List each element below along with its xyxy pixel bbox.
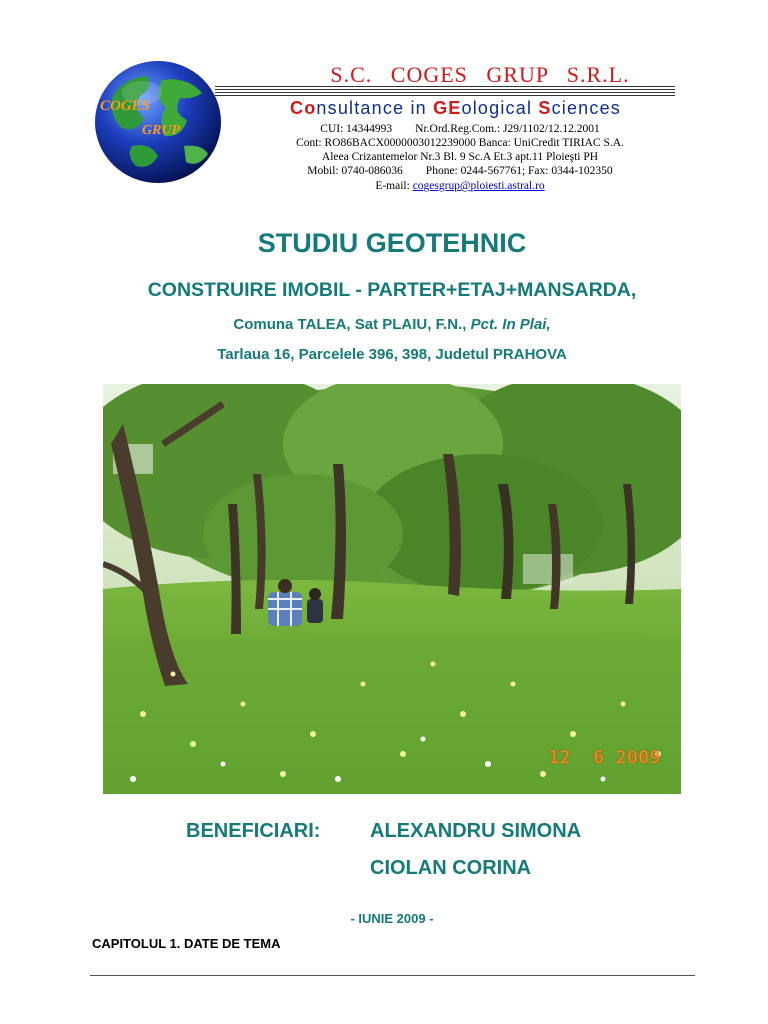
- tagline-part: S: [538, 98, 552, 118]
- email-label: E-mail:: [375, 180, 413, 192]
- location-point: Pct. In Plai,: [470, 316, 551, 333]
- header-rule: [215, 95, 675, 96]
- tagline-part: Co: [290, 98, 317, 118]
- company-tagline: [290, 98, 621, 119]
- document-subtitle: CONSTRUIRE IMOBIL - PARTER+ETAJ+MANSARDA,: [147, 279, 637, 301]
- company-registration-info: CUI: 14344993 Nr.Ord.Reg.Com.: J29/1102/12.12.2001: [320, 123, 600, 135]
- company-email-line: [250, 180, 670, 192]
- page-rule: [90, 975, 695, 976]
- header-rule: [215, 89, 675, 90]
- company-bank-info: Cont: RO86BACX0000003012239000 Banca: UniCredit TIRIAC S.A.: [296, 137, 624, 149]
- location-line-2: Tarlaua 16, Parcelele 396, 398, Judetul PRAHOVA: [217, 346, 567, 363]
- document-title: STUDIU GEOTEHNIC: [257, 228, 527, 258]
- company-name: S.C. COGES GRUP S.R.L.: [330, 62, 630, 87]
- company-phone-info: Mobil: 0740-086036 Phone: 0244-567761; Fax: 0344-102350: [307, 165, 613, 177]
- logo-text-grup: GRUP: [142, 123, 181, 138]
- company-address: Aleea Crizantemelor Nr.3 Bl. 9 Sc.A Et.3 apt.11 Ploieşti PH: [321, 151, 599, 163]
- globe-logo: [92, 58, 228, 188]
- location-line-1: [0, 316, 768, 333]
- tagline-part: GE: [433, 98, 462, 118]
- email-link[interactable]: cogesgrup@ploiesti.astral.ro: [412, 180, 545, 192]
- beneficiaries-label: BENEFICIARI:: [186, 820, 321, 842]
- beneficiary-name: CIOLAN CORINA: [370, 857, 532, 879]
- photo-date-stamp: 12 6 2009: [548, 748, 661, 768]
- header-rule: [215, 92, 675, 93]
- chapter-heading: CAPITOLUL 1. DATE DE TEMA: [92, 936, 281, 951]
- beneficiary-name: ALEXANDRU SIMONA: [370, 820, 582, 842]
- logo-text-coges: COGES: [100, 98, 151, 114]
- meadow-with-trees-image: [103, 384, 681, 794]
- document-date: - IUNIE 2009 -: [350, 911, 434, 926]
- site-photo: [103, 384, 681, 794]
- tagline-part: nsultance in: [316, 98, 434, 118]
- tagline-part: ciences: [551, 98, 621, 118]
- tagline-part: ological: [461, 98, 539, 118]
- location-text: Comuna TALEA, Sat PLAIU, F.N.,: [233, 316, 471, 333]
